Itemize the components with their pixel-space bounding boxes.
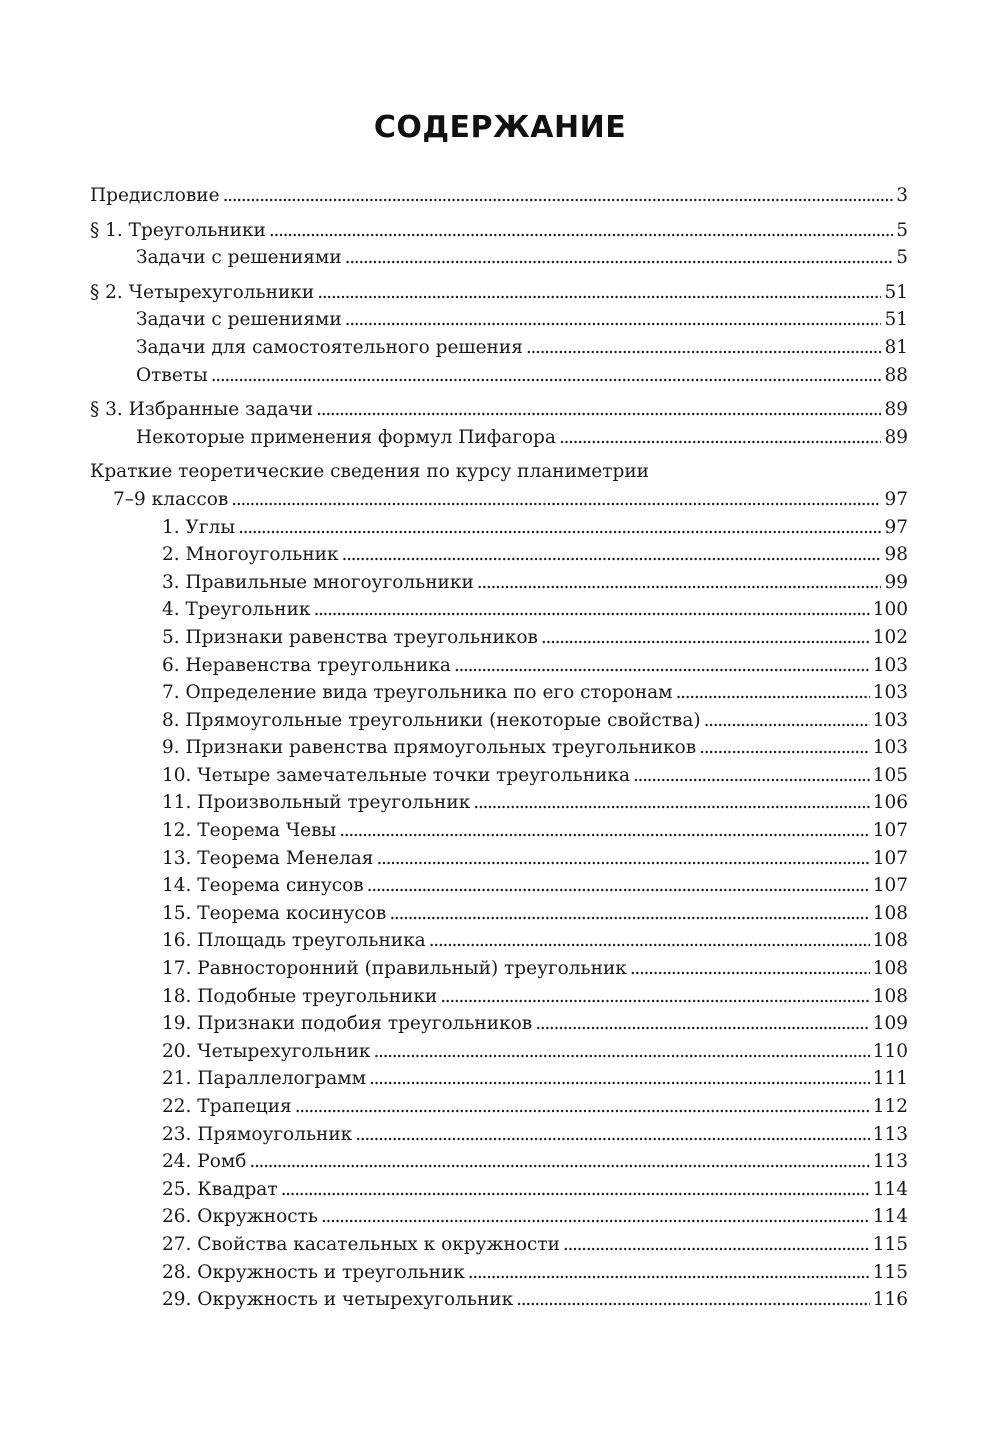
toc-entry-page: 99 [884,571,908,593]
toc-entry-label: 12. Теорема Чевы [162,820,337,842]
toc-entry-page: 105 [872,764,908,786]
dot-leader [440,983,869,1011]
toc-entry-topic[interactable] [90,652,908,680]
toc-entry-label: Задачи с решениями [136,247,342,269]
toc-entry-label: 11. Произвольный треугольник [162,792,471,814]
toc-entry-label: 27. Свойства касательных к окружности [162,1233,560,1255]
toc-entry-label: 15. Теорема косинусов [162,902,387,924]
toc-entry-label: 23. Прямоугольник [162,1123,353,1145]
dot-leader [704,707,870,735]
dot-leader [526,334,882,362]
dot-leader [345,244,894,272]
toc-entry-page: 114 [872,1178,908,1200]
toc-entry-topic[interactable] [90,789,908,817]
toc-entry-label: 16. Площадь треугольника [162,930,426,952]
toc-entry-label: Ответы [136,364,208,386]
toc-entry-page: 111 [872,1068,908,1090]
dot-leader [559,424,882,452]
toc-entry-page: 3 [896,185,908,206]
toc-entry-label: 5. Признаки равенства треугольников [162,626,538,648]
toc-entry-page: 114 [872,1206,908,1228]
toc-entry-label: 17. Равносторонний (правильный) треугольник [162,958,627,980]
toc-entry-page: 116 [872,1289,908,1311]
toc-entry-page: 113 [872,1151,908,1173]
toc-entry-label: 26. Окружность [162,1206,318,1228]
table-of-contents [90,182,908,1314]
toc-entry-topic[interactable] [90,1148,908,1176]
dot-leader [389,900,869,928]
toc-entry-label: Задачи для самостоятельного решения [136,336,523,358]
dot-leader [231,486,881,514]
dot-leader [676,679,870,707]
dot-leader [369,1065,870,1093]
toc-entry-page: 51 [884,309,908,331]
toc-entry-label: 6. Неравенства треугольника [162,654,451,676]
toc-entry-topic[interactable] [90,596,908,624]
toc-entry-topic[interactable] [90,1038,908,1066]
toc-entry-subsection[interactable] [90,362,908,390]
toc-entry-topic[interactable] [90,1121,908,1149]
toc-entry-page: 89 [884,399,908,421]
toc-entry-page: 88 [884,364,908,386]
toc-entry-section-3[interactable] [90,396,908,424]
toc-entry-page: 107 [872,820,908,842]
dot-leader [541,624,870,652]
toc-entry-topic[interactable] [90,734,908,762]
dot-leader [473,789,869,817]
toc-entry-label: Задачи с решениями [136,309,342,331]
dot-leader [367,872,870,900]
toc-entry-page: 81 [884,336,908,358]
dot-leader [316,396,881,424]
dot-leader [321,1203,870,1231]
toc-entry-page: 107 [872,875,908,897]
dot-leader [249,1148,869,1176]
toc-entry-topic[interactable] [90,1259,908,1287]
toc-entry-label: 10. Четыре замечательные точки треугольника [162,764,630,786]
toc-entry-page: 89 [884,426,908,448]
toc-entry-topic[interactable] [90,1010,908,1038]
toc-entry-page: 108 [872,902,908,924]
toc-entry-page: 5 [896,247,908,269]
toc-entry-page: 113 [872,1123,908,1145]
toc-entry-label: § 3. Избранные задачи [90,399,314,421]
toc-entry-topic[interactable] [90,541,908,569]
toc-entry-topic[interactable] [90,1231,908,1259]
toc-entry-page: 115 [872,1233,908,1255]
toc-entry-topic[interactable] [90,1093,908,1121]
dot-leader [238,514,881,542]
toc-entry-subsection[interactable] [90,306,908,334]
toc-entry-topic[interactable] [90,817,908,845]
toc-entry-label: 2. Многоугольник [162,544,339,566]
toc-entry-label: 13. Теорема Менелая [162,847,374,869]
toc-entry-page: 103 [872,654,908,676]
page-title: СОДЕРЖАНИЕ [373,110,627,145]
toc-entry-page: 107 [872,847,908,869]
toc-entry-label: 14. Теорема синусов [162,875,364,897]
toc-entry-topic[interactable] [90,983,908,1011]
dot-leader [535,1010,869,1038]
toc-entry-page: 97 [884,516,908,538]
toc-entry-label: 8. Прямоугольные треугольники (некоторые свойства) [162,709,701,731]
toc-entry-page: 108 [872,985,908,1007]
dot-leader [281,1176,870,1204]
dot-leader [342,541,882,569]
toc-entry-subsection[interactable] [90,244,908,272]
toc-entry-topic[interactable] [90,514,908,542]
toc-entry-topic[interactable] [90,1203,908,1231]
toc-entry-page: 106 [872,792,908,814]
toc-entry-label: 7. Определение вида треугольника по его сторонам [162,682,673,704]
toc-entry-page: 100 [872,599,908,621]
toc-entry-page: 109 [872,1013,908,1035]
dot-leader [211,362,882,390]
toc-entry-topic[interactable] [90,845,908,873]
toc-entry-subsection[interactable] [90,424,908,452]
dot-leader [374,1038,870,1066]
toc-entry-page: 115 [872,1261,908,1283]
dot-leader [454,652,870,680]
toc-entry-label: 4. Треугольник [162,599,311,621]
toc-entry-label: 28. Окружность и треугольник [162,1261,465,1283]
toc-entry-topic[interactable] [90,624,908,652]
toc-entry-topic[interactable] [90,1286,908,1314]
toc-entry-topic[interactable] [90,762,908,790]
toc-entry-label: 20. Четырехугольник [162,1040,371,1062]
toc-entry-label: 22. Трапеция [162,1096,292,1117]
toc-entry-topic[interactable] [90,679,908,707]
toc-entry-subsection[interactable] [90,334,908,362]
dot-leader [563,1231,870,1259]
toc-entry-topic[interactable] [90,707,908,735]
toc-entry-topic[interactable] [90,927,908,955]
toc-entry-page: 103 [872,737,908,759]
dot-leader [633,762,870,790]
dot-leader [269,217,893,245]
toc-entry-page: 102 [872,626,908,648]
dot-leader [223,182,894,210]
toc-entry-label: 29. Окружность и четырехугольник [162,1289,514,1311]
toc-entry-label: 21. Параллелограмм [162,1068,367,1090]
toc-entry-page: 110 [872,1040,908,1062]
toc-entry-topic[interactable] [90,569,908,597]
toc-entry-label: Некоторые применения формул Пифагора [136,426,556,448]
toc-entry-label: § 2. Четырехугольники [90,281,315,303]
dot-leader [345,306,882,334]
toc-entry-preface[interactable] [90,182,908,210]
dot-leader [313,596,869,624]
toc-entry-label: 25. Квадрат [162,1178,278,1200]
toc-entry-label: 9. Признаки равенства прямоугольных треугольников [162,737,697,759]
dot-leader [355,1121,869,1149]
theory-topics-list [90,514,908,1314]
toc-entry-page: 108 [872,958,908,980]
dot-leader [477,569,882,597]
toc-entry-page: 103 [872,682,908,704]
toc-entry-page: 108 [872,930,908,952]
toc-entry-label: 7–9 классов [113,488,229,510]
toc-entry-label: 24. Ромб [162,1151,247,1173]
toc-entry-page: 51 [884,281,908,303]
toc-entry-page: 5 [896,219,908,241]
toc-entry-page: 103 [872,709,908,731]
dot-leader [630,955,870,983]
dot-leader [376,845,869,873]
toc-entry-page: 112 [872,1096,908,1117]
toc-entry-topic[interactable] [90,900,908,928]
toc-entry-topic[interactable] [90,955,908,983]
dot-leader [429,927,870,955]
dot-leader [295,1093,870,1121]
toc-entry-topic[interactable] [90,872,908,900]
toc-entry-topic[interactable] [90,1176,908,1204]
toc-entry-label: 18. Подобные треугольники [162,985,438,1007]
toc-entry-theory-line1[interactable]: Краткие теоретические сведения по курсу планиметрии [90,461,649,483]
toc-entry-section-1[interactable] [90,217,908,245]
toc-entry-label: § 1. Треугольники [90,219,266,241]
toc-entry-label: Предисловие [90,185,220,206]
toc-entry-topic[interactable] [90,1065,908,1093]
toc-entry-label: 19. Признаки подобия треугольников [162,1013,533,1035]
toc-entry-theory[interactable] [90,486,908,514]
dot-leader [468,1259,870,1287]
toc-entry-page: 97 [884,488,908,510]
dot-leader [516,1286,870,1314]
toc-entry-page: 98 [884,544,908,566]
dot-leader [699,734,870,762]
toc-entry-label: 1. Углы [162,516,236,538]
dot-leader [317,279,881,307]
dot-leader [339,817,869,845]
toc-entry-section-2[interactable] [90,279,908,307]
toc-entry-label: 3. Правильные многоугольники [162,571,474,593]
